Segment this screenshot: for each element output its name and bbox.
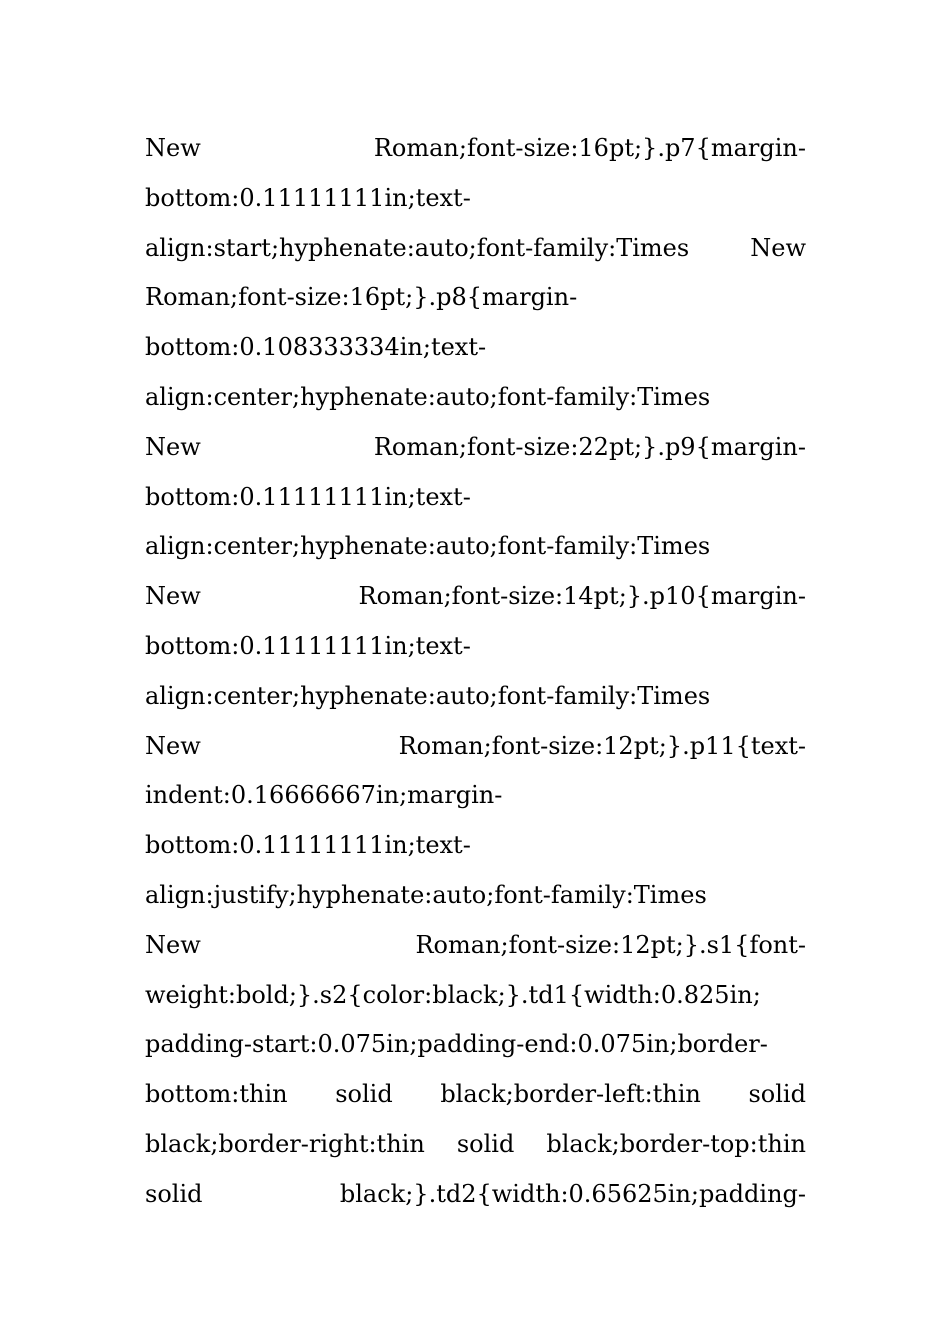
- text-line: [145, 572, 806, 622]
- text-word: black;}.td2{width:0.65625in;padding-: [339, 1179, 806, 1208]
- text-line: [145, 373, 806, 423]
- text-line: [145, 224, 806, 274]
- text-line: [145, 622, 806, 672]
- text-word: indent:0.16666667in;margin-: [145, 781, 503, 810]
- text-word: black;border-top:thin: [546, 1129, 806, 1158]
- text-line: [145, 1020, 806, 1070]
- text-word: New: [145, 432, 201, 461]
- text-line: [145, 1120, 806, 1170]
- text-line: [145, 921, 806, 971]
- text-word: solid: [335, 1080, 393, 1109]
- text-word: Roman;font-size:16pt;}.p8{margin-: [145, 283, 578, 312]
- text-word: New: [145, 582, 201, 611]
- text-line: [145, 672, 806, 722]
- text-word: bottom:0.11111111in;text-: [145, 631, 471, 660]
- text-word: solid: [456, 1129, 515, 1158]
- text-word: align:start;hyphenate:auto;font-family:Times: [145, 233, 690, 262]
- text-word: bottom:0.11111111in;text-: [145, 482, 471, 511]
- text-line: [145, 124, 806, 174]
- text-word: align:justify;hyphenate:auto;font-family:Times: [145, 880, 707, 909]
- text-line: [145, 174, 806, 224]
- text-line: [145, 871, 806, 921]
- document-body-text: [145, 124, 806, 1220]
- text-word: Roman;font-size:16pt;}.p7{margin-: [373, 134, 806, 162]
- text-word: padding-start:0.075in;padding-end:0.075in;border-: [145, 1030, 768, 1059]
- text-word: align:center;hyphenate:auto;font-family:Times: [145, 532, 711, 561]
- text-word: Roman;font-size:12pt;}.p11{text-: [398, 731, 806, 760]
- text-line: [145, 473, 806, 523]
- text-word: Roman;font-size:12pt;}.s1{font-: [415, 930, 806, 959]
- text-word: bottom:0.108333334in;text-: [145, 333, 487, 362]
- text-line: [145, 771, 806, 821]
- text-word: solid: [748, 1080, 806, 1109]
- text-line: [145, 522, 806, 572]
- text-word: New: [145, 134, 201, 162]
- text-line: [145, 722, 806, 772]
- text-word: align:center;hyphenate:auto;font-family:Times: [145, 681, 711, 710]
- text-word: Roman;font-size:22pt;}.p9{margin-: [373, 432, 806, 461]
- text-word: weight:bold;}.s2{color:black;}.td1{width:0.825in;: [145, 980, 761, 1009]
- text-word: Roman;font-size:14pt;}.p10{margin-: [358, 582, 806, 611]
- text-line: [145, 821, 806, 871]
- text-word: bottom:thin: [145, 1080, 288, 1109]
- text-word: bottom:0.11111111in;text-: [145, 183, 471, 212]
- text-line: [145, 323, 806, 373]
- text-word: black;border-left:thin: [440, 1080, 701, 1109]
- text-word: New: [145, 731, 201, 760]
- text-word: black;border-right:thin: [145, 1129, 425, 1158]
- text-word: align:center;hyphenate:auto;font-family:Times: [145, 382, 711, 411]
- text-line: [145, 423, 806, 473]
- text-word: solid: [145, 1179, 203, 1208]
- text-line: [145, 1170, 806, 1220]
- text-line: [145, 1070, 806, 1120]
- text-word: New: [145, 930, 201, 959]
- text-word: bottom:0.11111111in;text-: [145, 831, 471, 860]
- text-word: New: [750, 233, 806, 262]
- text-line: [145, 971, 806, 1021]
- text-line: [145, 273, 806, 323]
